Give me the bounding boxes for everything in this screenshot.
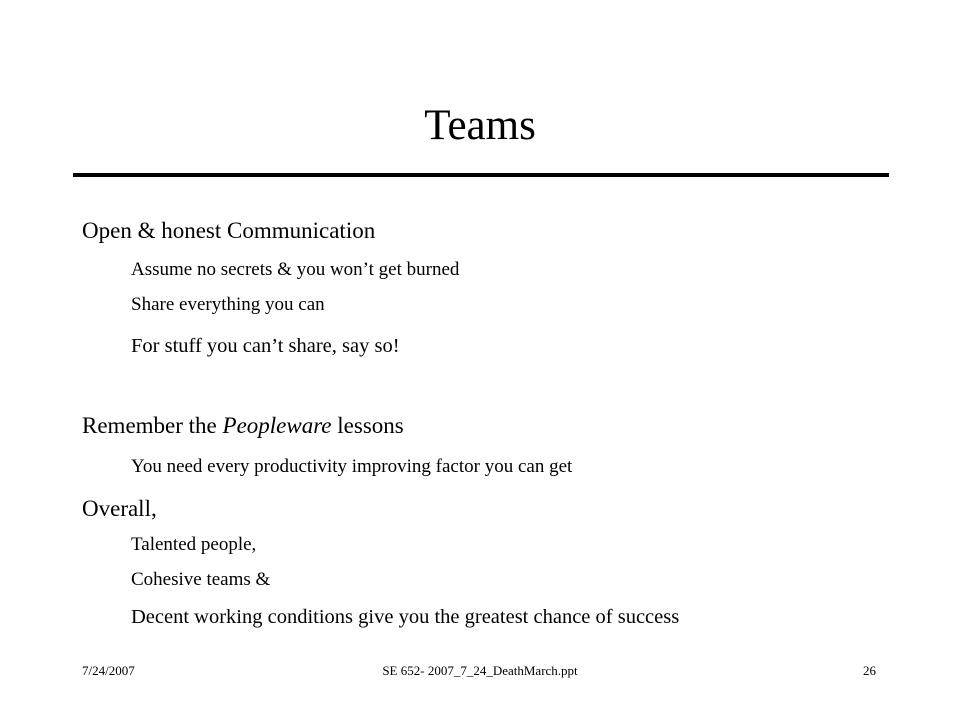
bullet-heading-overall: Overall, (82, 496, 157, 521)
peopleware-book-title: Peopleware (222, 413, 332, 438)
bullet-heading-peopleware (82, 411, 404, 441)
peopleware-suffix: lessons (331, 413, 404, 438)
footer-date: 7/24/2007 (82, 663, 135, 678)
footer-filename: SE 652- 2007_7_24_DeathMarch.ppt (382, 663, 578, 678)
sub-bullet-productivity: You need every productivity improving factor you can get (131, 456, 573, 477)
sub-bullet-share-everything: Share everything you can (131, 294, 325, 315)
peopleware-prefix: Remember the (82, 413, 223, 438)
bullet-heading-communication: Open & honest Communication (82, 218, 376, 243)
slide-title: Teams (424, 102, 536, 149)
sub-bullet-no-secrets: Assume no secrets & you won’t get burned (131, 259, 460, 280)
sub-bullet-cohesive-teams: Cohesive teams & (131, 569, 271, 590)
sub-bullet-working-conditions: Decent working conditions give you the greatest chance of success (131, 606, 680, 628)
sub-bullet-say-so: For stuff you can’t share, say so! (131, 335, 400, 357)
footer-page-number: 26 (863, 663, 876, 678)
sub-bullet-talented-people: Talented people, (131, 534, 257, 555)
